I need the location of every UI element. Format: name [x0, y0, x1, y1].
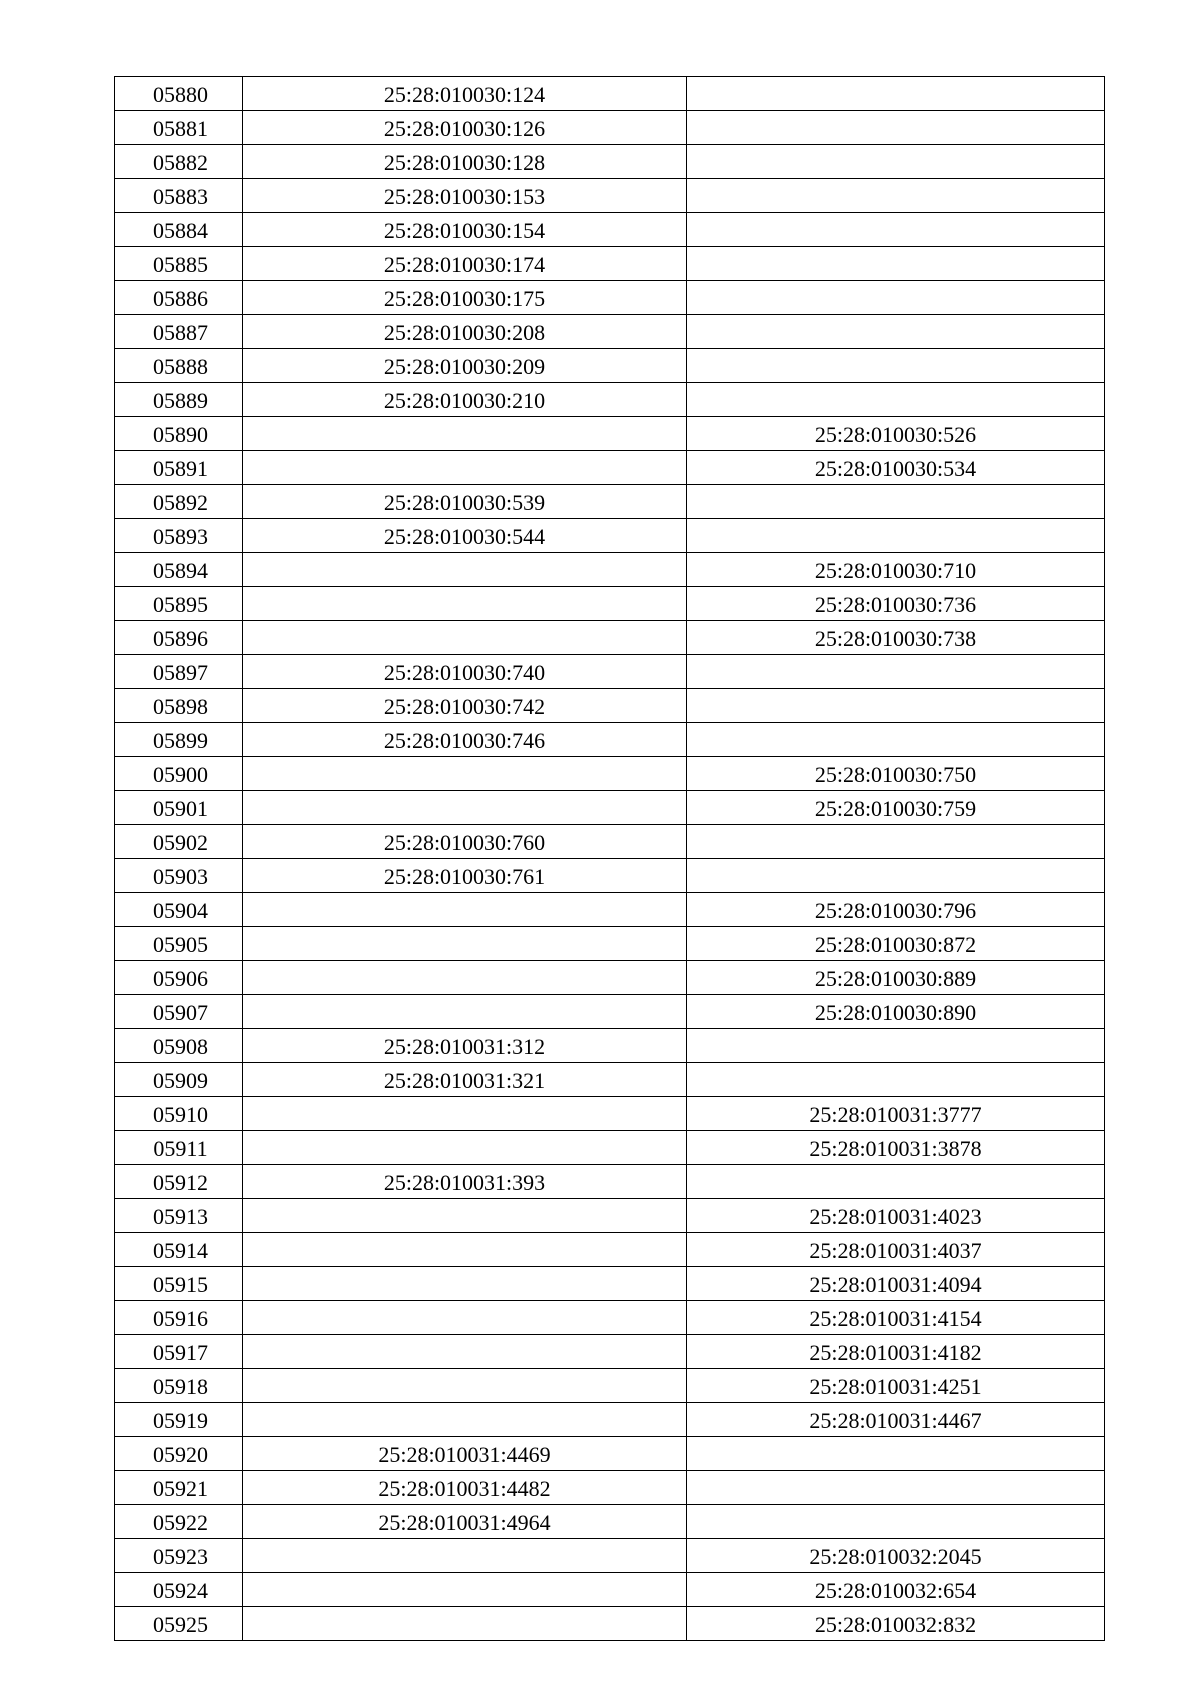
- cadastral-number-cell: [243, 1369, 687, 1403]
- row-number-cell: [115, 1165, 243, 1199]
- cell-text: 05901: [153, 796, 208, 821]
- cell-text: 05883: [153, 184, 208, 209]
- row-number-cell: [115, 859, 243, 893]
- cell-text: 25:28:010030:738: [814, 626, 977, 651]
- cell-text: 25:28:010030:154: [383, 218, 546, 243]
- cadastral-number-cell: [243, 213, 687, 247]
- table-row: [115, 383, 1105, 417]
- row-number-cell: [115, 1029, 243, 1063]
- row-number-cell: [115, 1505, 243, 1539]
- cell-text: 25:28:010030:175: [383, 286, 546, 311]
- cadastral-number-alt-cell: [687, 1369, 1105, 1403]
- row-number-cell: [115, 689, 243, 723]
- cadastral-number-cell: [243, 145, 687, 179]
- cadastral-number-alt-cell: [687, 893, 1105, 927]
- cell-text: 05887: [153, 320, 208, 345]
- table-row: [115, 1335, 1105, 1369]
- cell-text: 25:28:010030:740: [383, 660, 546, 685]
- cadastral-number-alt-cell: [687, 927, 1105, 961]
- cell-text: 05907: [153, 1000, 208, 1025]
- cadastral-number-alt-cell: [687, 485, 1105, 519]
- row-number-cell: [115, 621, 243, 655]
- cell-text: 25:28:010031:4154: [809, 1306, 982, 1331]
- cadastral-number-alt-cell: [687, 1437, 1105, 1471]
- table-row: [115, 145, 1105, 179]
- cell-text: 25:28:010030:209: [383, 354, 546, 379]
- cadastral-number-cell: [243, 1437, 687, 1471]
- cell-text: 25:28:010031:4182: [809, 1340, 982, 1365]
- row-number-cell: [115, 1233, 243, 1267]
- table-row: [115, 1573, 1105, 1607]
- row-number-cell: [115, 655, 243, 689]
- cadastral-number-alt-cell: [687, 1131, 1105, 1165]
- cell-text: 25:28:010030:124: [383, 82, 546, 107]
- cell-text: 05911: [153, 1136, 208, 1161]
- cadastral-number-cell: [243, 1301, 687, 1335]
- cell-text: 25:28:010031:4094: [809, 1272, 982, 1297]
- cadastral-number-cell: [243, 451, 687, 485]
- cadastral-number-cell: [243, 1131, 687, 1165]
- table-row: [115, 791, 1105, 825]
- cell-text: 25:28:010031:3878: [809, 1136, 982, 1161]
- cadastral-number-cell: [243, 621, 687, 655]
- cell-text: 25:28:010031:4482: [378, 1476, 551, 1501]
- table-row: [115, 315, 1105, 349]
- table-row: [115, 825, 1105, 859]
- cadastral-number-cell: [243, 1097, 687, 1131]
- cell-text: 05906: [153, 966, 208, 991]
- table-row: [115, 1233, 1105, 1267]
- table-row: [115, 1097, 1105, 1131]
- table-row: [115, 451, 1105, 485]
- cadastral-number-alt-cell: [687, 723, 1105, 757]
- cell-text: 25:28:010030:174: [383, 252, 546, 277]
- table-row: [115, 621, 1105, 655]
- cadastral-number-cell: [243, 757, 687, 791]
- table-row: [115, 689, 1105, 723]
- cell-text: 05905: [153, 932, 208, 957]
- cadastral-number-cell: [243, 995, 687, 1029]
- cell-text: 25:28:010030:526: [814, 422, 977, 447]
- cadastral-number-table: [114, 76, 1105, 1641]
- cadastral-number-alt-cell: [687, 1029, 1105, 1063]
- row-number-cell: [115, 825, 243, 859]
- cadastral-number-alt-cell: [687, 791, 1105, 825]
- cell-text: 05920: [153, 1442, 208, 1467]
- cell-text: 05886: [153, 286, 208, 311]
- row-number-cell: [115, 1301, 243, 1335]
- cell-text: 25:28:010030:750: [814, 762, 977, 787]
- cell-text: 25:28:010030:872: [814, 932, 977, 957]
- cadastral-number-cell: [243, 825, 687, 859]
- cell-text: 25:28:010031:321: [383, 1068, 546, 1093]
- table-row: [115, 1403, 1105, 1437]
- table-row: [115, 519, 1105, 553]
- cadastral-number-alt-cell: [687, 757, 1105, 791]
- table-row: [115, 417, 1105, 451]
- cadastral-number-alt-cell: [687, 1199, 1105, 1233]
- row-number-cell: [115, 1097, 243, 1131]
- cadastral-number-alt-cell: [687, 825, 1105, 859]
- cadastral-number-alt-cell: [687, 349, 1105, 383]
- cadastral-number-cell: [243, 791, 687, 825]
- table-row: [115, 1471, 1105, 1505]
- table-row: [115, 1029, 1105, 1063]
- row-number-cell: [115, 451, 243, 485]
- table-row: [115, 1437, 1105, 1471]
- cell-text: 25:28:010030:890: [814, 1000, 977, 1025]
- table-row: [115, 1267, 1105, 1301]
- cell-text: 05895: [153, 592, 208, 617]
- row-number-cell: [115, 1131, 243, 1165]
- row-number-cell: [115, 315, 243, 349]
- cell-text: 25:28:010030:128: [383, 150, 546, 175]
- cell-text: 25:28:010030:544: [383, 524, 546, 549]
- cadastral-number-cell: [243, 859, 687, 893]
- cell-text: 25:28:010031:4023: [809, 1204, 982, 1229]
- cell-text: 05898: [153, 694, 208, 719]
- row-number-cell: [115, 1199, 243, 1233]
- cell-text: 05884: [153, 218, 208, 243]
- cadastral-number-alt-cell: [687, 1403, 1105, 1437]
- cell-text: 05892: [153, 490, 208, 515]
- cell-text: 05924: [153, 1578, 208, 1603]
- table-row: [115, 1607, 1105, 1641]
- cadastral-number-alt-cell: [687, 519, 1105, 553]
- row-number-cell: [115, 485, 243, 519]
- table-body: [115, 77, 1105, 1641]
- cell-text: 05885: [153, 252, 208, 277]
- table-row: [115, 1505, 1105, 1539]
- cadastral-number-alt-cell: [687, 621, 1105, 655]
- cell-text: 05889: [153, 388, 208, 413]
- cadastral-number-alt-cell: [687, 281, 1105, 315]
- cell-text: 05917: [153, 1340, 208, 1365]
- table-row: [115, 1369, 1105, 1403]
- row-number-cell: [115, 111, 243, 145]
- row-number-cell: [115, 145, 243, 179]
- cadastral-number-cell: [243, 553, 687, 587]
- cell-text: 05923: [153, 1544, 208, 1569]
- cadastral-number-cell: [243, 1199, 687, 1233]
- row-number-cell: [115, 247, 243, 281]
- row-number-cell: [115, 179, 243, 213]
- cadastral-number-alt-cell: [687, 111, 1105, 145]
- table-row: [115, 1063, 1105, 1097]
- cadastral-number-alt-cell: [687, 1233, 1105, 1267]
- cadastral-number-alt-cell: [687, 213, 1105, 247]
- table-row: [115, 1131, 1105, 1165]
- row-number-cell: [115, 519, 243, 553]
- cell-text: 05914: [153, 1238, 208, 1263]
- cell-text: 05893: [153, 524, 208, 549]
- cell-text: 25:28:010030:736: [814, 592, 977, 617]
- row-number-cell: [115, 1369, 243, 1403]
- row-number-cell: [115, 1267, 243, 1301]
- row-number-cell: [115, 757, 243, 791]
- cell-text: 25:28:010031:4469: [378, 1442, 551, 1467]
- cell-text: 25:28:010031:312: [383, 1034, 546, 1059]
- cell-text: 05913: [153, 1204, 208, 1229]
- table-row: [115, 553, 1105, 587]
- cell-text: 05882: [153, 150, 208, 175]
- row-number-cell: [115, 213, 243, 247]
- cadastral-number-alt-cell: [687, 179, 1105, 213]
- row-number-cell: [115, 1335, 243, 1369]
- cadastral-number-cell: [243, 1267, 687, 1301]
- cell-text: 05881: [153, 116, 208, 141]
- cadastral-number-alt-cell: [687, 1097, 1105, 1131]
- row-number-cell: [115, 893, 243, 927]
- row-number-cell: [115, 961, 243, 995]
- cadastral-number-alt-cell: [687, 995, 1105, 1029]
- table-row: [115, 1301, 1105, 1335]
- table-row: [115, 1199, 1105, 1233]
- cadastral-number-alt-cell: [687, 859, 1105, 893]
- table-row: [115, 349, 1105, 383]
- row-number-cell: [115, 723, 243, 757]
- cell-text: 25:28:010030:889: [814, 966, 977, 991]
- cell-text: 25:28:010030:710: [814, 558, 977, 583]
- cell-text: 25:28:010031:4037: [809, 1238, 982, 1263]
- row-number-cell: [115, 1403, 243, 1437]
- cadastral-number-cell: [243, 1063, 687, 1097]
- row-number-cell: [115, 927, 243, 961]
- cadastral-number-cell: [243, 655, 687, 689]
- cell-text: 05888: [153, 354, 208, 379]
- cell-text: 25:28:010030:534: [814, 456, 977, 481]
- cell-text: 25:28:010031:4251: [809, 1374, 982, 1399]
- row-number-cell: [115, 417, 243, 451]
- row-number-cell: [115, 349, 243, 383]
- row-number-cell: [115, 383, 243, 417]
- cell-text: 05908: [153, 1034, 208, 1059]
- cadastral-number-alt-cell: [687, 655, 1105, 689]
- cadastral-number-alt-cell: [687, 553, 1105, 587]
- cadastral-number-cell: [243, 315, 687, 349]
- cadastral-number-cell: [243, 893, 687, 927]
- cadastral-number-alt-cell: [687, 77, 1105, 111]
- row-number-cell: [115, 1539, 243, 1573]
- cadastral-number-alt-cell: [687, 1267, 1105, 1301]
- cadastral-number-alt-cell: [687, 689, 1105, 723]
- cadastral-number-alt-cell: [687, 1607, 1105, 1641]
- cadastral-number-alt-cell: [687, 417, 1105, 451]
- cell-text: 05903: [153, 864, 208, 889]
- cell-text: 05915: [153, 1272, 208, 1297]
- cell-text: 25:28:010030:742: [383, 694, 546, 719]
- row-number-cell: [115, 1063, 243, 1097]
- row-number-cell: [115, 1437, 243, 1471]
- cadastral-number-cell: [243, 247, 687, 281]
- cadastral-number-cell: [243, 1505, 687, 1539]
- table-row: [115, 859, 1105, 893]
- row-number-cell: [115, 1471, 243, 1505]
- cell-text: 25:28:010031:3777: [809, 1102, 982, 1127]
- cell-text: 25:28:010030:761: [383, 864, 546, 889]
- cadastral-number-cell: [243, 1573, 687, 1607]
- cell-text: 25:28:010030:796: [814, 898, 977, 923]
- cadastral-number-cell: [243, 1471, 687, 1505]
- cadastral-number-cell: [243, 519, 687, 553]
- cell-text: 05900: [153, 762, 208, 787]
- cadastral-number-cell: [243, 1335, 687, 1369]
- row-number-cell: [115, 77, 243, 111]
- cell-text: 25:28:010030:539: [383, 490, 546, 515]
- table-row: [115, 213, 1105, 247]
- table-row: [115, 927, 1105, 961]
- cell-text: 25:28:010031:4964: [378, 1510, 551, 1535]
- cadastral-number-cell: [243, 961, 687, 995]
- cadastral-number-cell: [243, 1539, 687, 1573]
- table-row: [115, 111, 1105, 145]
- cell-text: 25:28:010030:153: [383, 184, 546, 209]
- cadastral-number-alt-cell: [687, 383, 1105, 417]
- table-row: [115, 247, 1105, 281]
- cell-text: 05925: [153, 1612, 208, 1637]
- cadastral-number-cell: [243, 77, 687, 111]
- cadastral-number-cell: [243, 1233, 687, 1267]
- table-row: [115, 655, 1105, 689]
- table-row: [115, 723, 1105, 757]
- table-row: [115, 1165, 1105, 1199]
- cadastral-number-cell: [243, 349, 687, 383]
- cadastral-number-cell: [243, 689, 687, 723]
- cell-text: 05912: [153, 1170, 208, 1195]
- row-number-cell: [115, 553, 243, 587]
- cell-text: 25:28:010032:654: [814, 1578, 977, 1603]
- cell-text: 05880: [153, 82, 208, 107]
- cadastral-number-cell: [243, 723, 687, 757]
- cadastral-number-alt-cell: [687, 451, 1105, 485]
- cell-text: 25:28:010030:208: [383, 320, 546, 345]
- cell-text: 25:28:010031:4467: [809, 1408, 982, 1433]
- row-number-cell: [115, 995, 243, 1029]
- cadastral-number-cell: [243, 111, 687, 145]
- cell-text: 25:28:010032:2045: [809, 1544, 982, 1569]
- cadastral-number-alt-cell: [687, 315, 1105, 349]
- cadastral-number-cell: [243, 417, 687, 451]
- cell-text: 05902: [153, 830, 208, 855]
- cadastral-number-cell: [243, 179, 687, 213]
- table-row: [115, 587, 1105, 621]
- cell-text: 05919: [153, 1408, 208, 1433]
- cadastral-number-alt-cell: [687, 961, 1105, 995]
- cell-text: 05916: [153, 1306, 208, 1331]
- cadastral-number-alt-cell: [687, 1505, 1105, 1539]
- cell-text: 25:28:010030:126: [383, 116, 546, 141]
- table-row: [115, 757, 1105, 791]
- table-row: [115, 281, 1105, 315]
- cell-text: 05904: [153, 898, 208, 923]
- cell-text: 05921: [153, 1476, 208, 1501]
- cadastral-number-alt-cell: [687, 145, 1105, 179]
- table-row: [115, 893, 1105, 927]
- cadastral-number-alt-cell: [687, 1301, 1105, 1335]
- cell-text: 05894: [153, 558, 208, 583]
- table-row: [115, 995, 1105, 1029]
- row-number-cell: [115, 1607, 243, 1641]
- table-row: [115, 1539, 1105, 1573]
- cell-text: 25:28:010032:832: [814, 1612, 977, 1637]
- cell-text: 25:28:010030:210: [383, 388, 546, 413]
- cadastral-number-cell: [243, 281, 687, 315]
- cadastral-number-cell: [243, 927, 687, 961]
- cadastral-number-cell: [243, 1607, 687, 1641]
- cadastral-number-cell: [243, 383, 687, 417]
- cell-text: 05896: [153, 626, 208, 651]
- cell-text: 05891: [153, 456, 208, 481]
- cell-text: 25:28:010030:759: [814, 796, 977, 821]
- cadastral-number-alt-cell: [687, 247, 1105, 281]
- cadastral-number-alt-cell: [687, 587, 1105, 621]
- table-row: [115, 77, 1105, 111]
- cadastral-number-cell: [243, 485, 687, 519]
- cadastral-number-cell: [243, 587, 687, 621]
- row-number-cell: [115, 791, 243, 825]
- row-number-cell: [115, 587, 243, 621]
- cell-text: 05918: [153, 1374, 208, 1399]
- cadastral-number-alt-cell: [687, 1471, 1105, 1505]
- cadastral-number-cell: [243, 1029, 687, 1063]
- cell-text: 25:28:010031:393: [383, 1170, 546, 1195]
- cell-text: 05909: [153, 1068, 208, 1093]
- cadastral-number-alt-cell: [687, 1335, 1105, 1369]
- cadastral-number-alt-cell: [687, 1165, 1105, 1199]
- cell-text: 05897: [153, 660, 208, 685]
- cell-text: 05899: [153, 728, 208, 753]
- cadastral-number-cell: [243, 1403, 687, 1437]
- row-number-cell: [115, 281, 243, 315]
- cadastral-number-alt-cell: [687, 1063, 1105, 1097]
- row-number-cell: [115, 1573, 243, 1607]
- cell-text: 05922: [153, 1510, 208, 1535]
- cadastral-number-alt-cell: [687, 1539, 1105, 1573]
- cell-text: 25:28:010030:746: [383, 728, 546, 753]
- cell-text: 05910: [153, 1102, 208, 1127]
- cell-text: 05890: [153, 422, 208, 447]
- cell-text: 25:28:010030:760: [383, 830, 546, 855]
- cadastral-number-alt-cell: [687, 1573, 1105, 1607]
- cadastral-number-cell: [243, 1165, 687, 1199]
- table-row: [115, 485, 1105, 519]
- table-row: [115, 961, 1105, 995]
- table-row: [115, 179, 1105, 213]
